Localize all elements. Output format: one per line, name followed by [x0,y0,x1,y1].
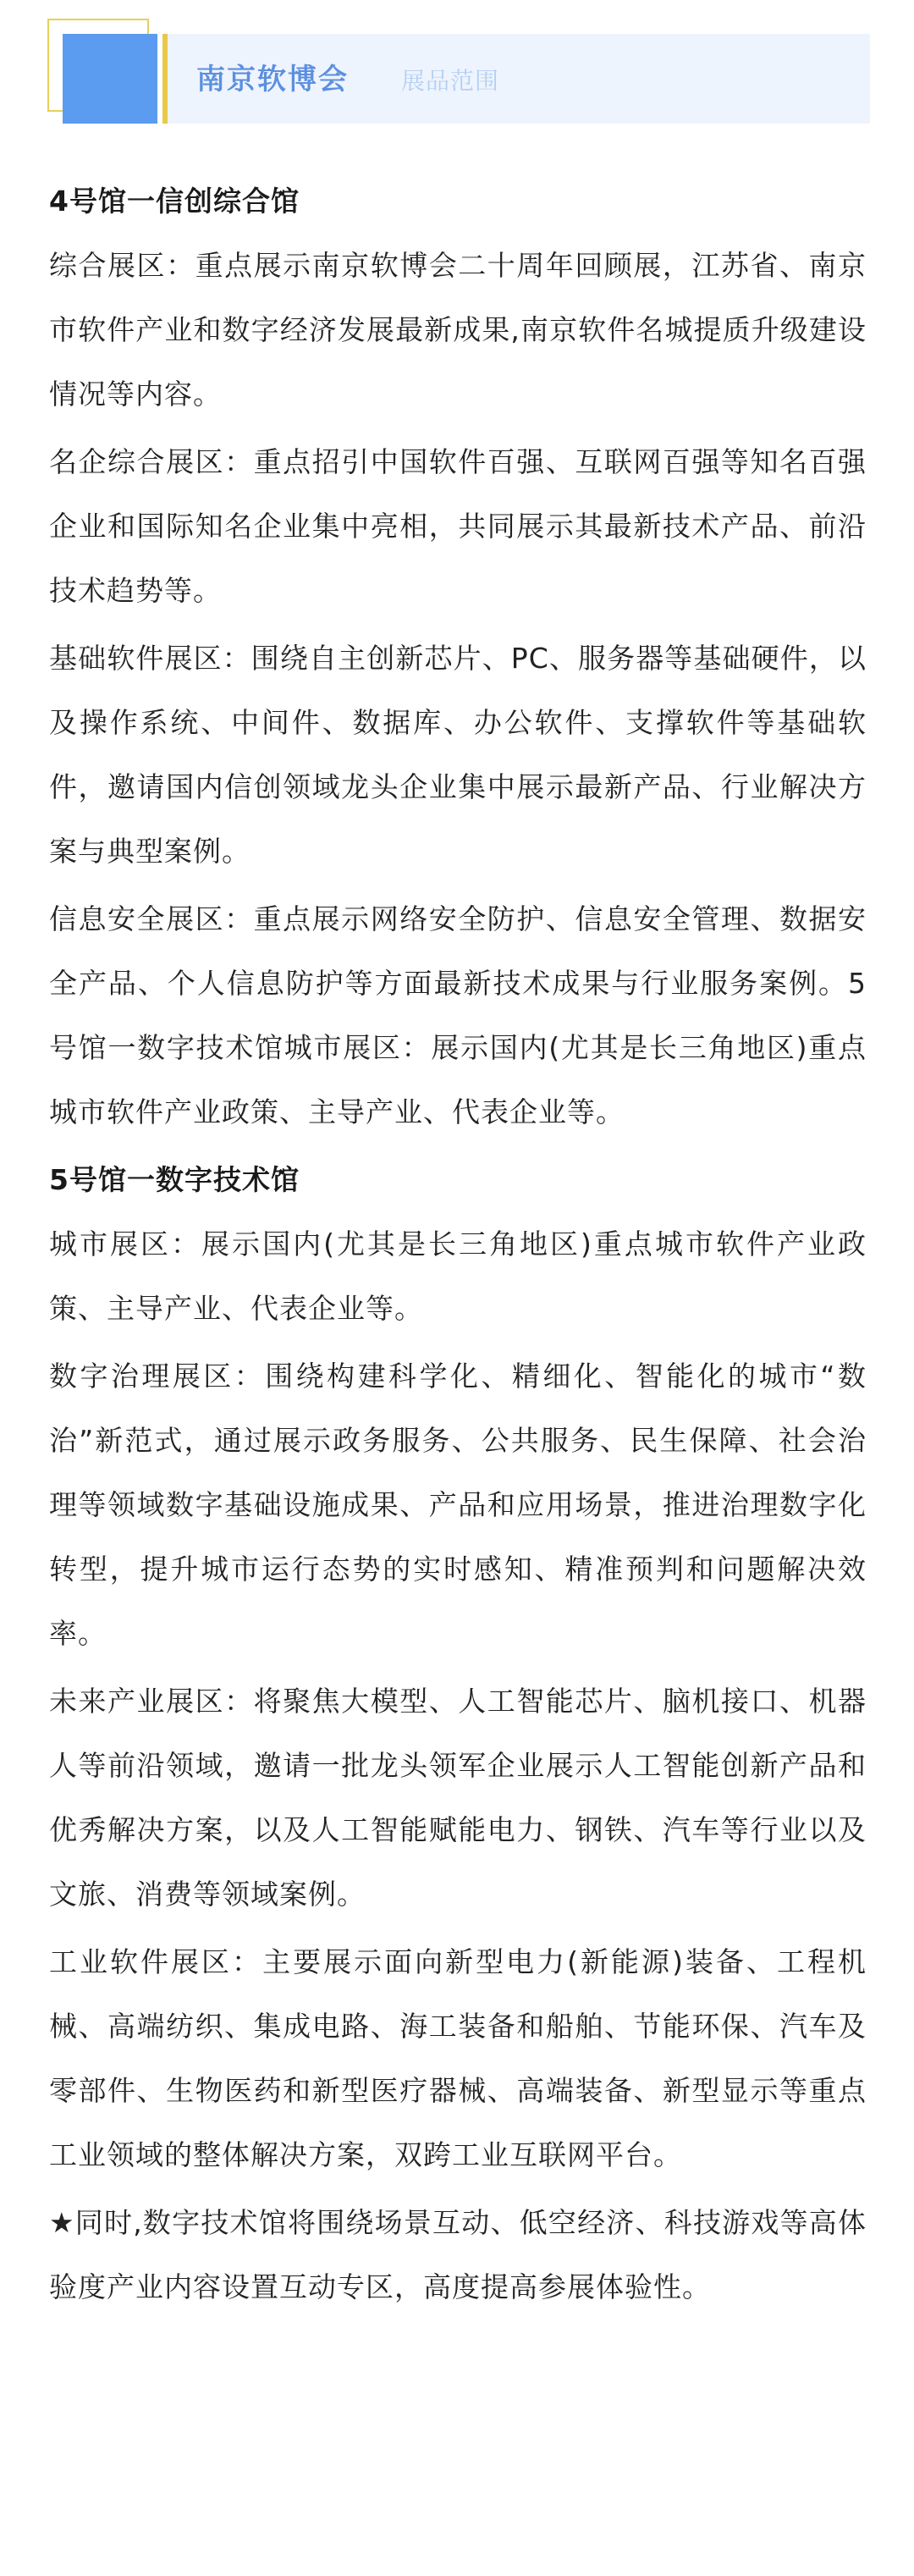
header-subtitle: 展品范围 [401,67,500,95]
decorative-square [63,34,157,124]
paragraph: ★同时,数字技术馆将围绕场景互动、低空经济、科技游戏等高体验度产业内容设置互动专区，高度提高参展体验性。 [49,2206,867,2303]
article-body [49,169,867,2323]
section-title-hall-4: 4号馆一信创综合馆 [49,185,300,218]
section-title-hall-5: 5号馆一数字技术馆 [49,1163,300,1196]
paragraph: 综合展区：重点展示南京软博会二十周年回顾展，江苏省、南京市软件产业和数字经济发展最新成果,南京软件名城提质升级建设情况等内容。 [49,249,867,411]
paragraph: 数字治理展区：围绕构建科学化、精细化、智能化的城市“数治”新范式，通过展示政务服务、公共服务、民生保障、社会治理等领域数字基础设施成果、产品和应用场景，推进治理数字化转型，提升城市运行态势的实时感知、精准预判和问题解决效率。 [49,1360,867,1650]
paragraph: 名企综合展区：重点招引中国软件百强、互联网百强等知名百强企业和国际知名企业集中亮相，共同展示其最新技术产品、前沿技术趋势等。 [49,445,867,607]
paragraph: 信息安全展区：重点展示网络安全防护、信息安全管理、数据安全产品、个人信息防护等方面最新技术成果与行业服务案例。5号馆一数字技术馆城市展区：展示国内(尤其是长三角地区)重点城市软件产业政策、主导产业、代表企业等。 [49,902,867,1128]
header-title: 南京软博会 [196,63,349,97]
paragraph: 城市展区：展示国内(尤其是长三角地区)重点城市软件产业政策、主导产业、代表企业等。 [49,1227,867,1325]
header-banner [47,19,870,124]
paragraph: 基础软件展区：围绕自主创新芯片、PC、服务器等基础硬件，以及操作系统、中间件、数据库、办公软件、支撑软件等基础软件，邀请国内信创领域龙头企业集中展示最新产品、行业解决方案与典型案例。 [49,642,867,868]
paragraph: 工业软件展区：主要展示面向新型电力(新能源)装备、工程机械、高端纺织、集成电路、海工装备和船舶、节能环保、汽车及零部件、生物医药和新型医疗器械、高端装备、新型显示等重点工业领域的整体解决方案，双跨工业互联网平台。 [49,1945,867,2171]
header-accent-line [162,34,168,124]
paragraph: 未来产业展区：将聚焦大模型、人工智能芯片、脑机接口、机器人等前沿领域，邀请一批龙头领军企业展示人工智能创新产品和优秀解决方案，以及人工智能赋能电力、钢铁、汽车等行业以及文旅、消费等领域案例。 [49,1685,867,1911]
